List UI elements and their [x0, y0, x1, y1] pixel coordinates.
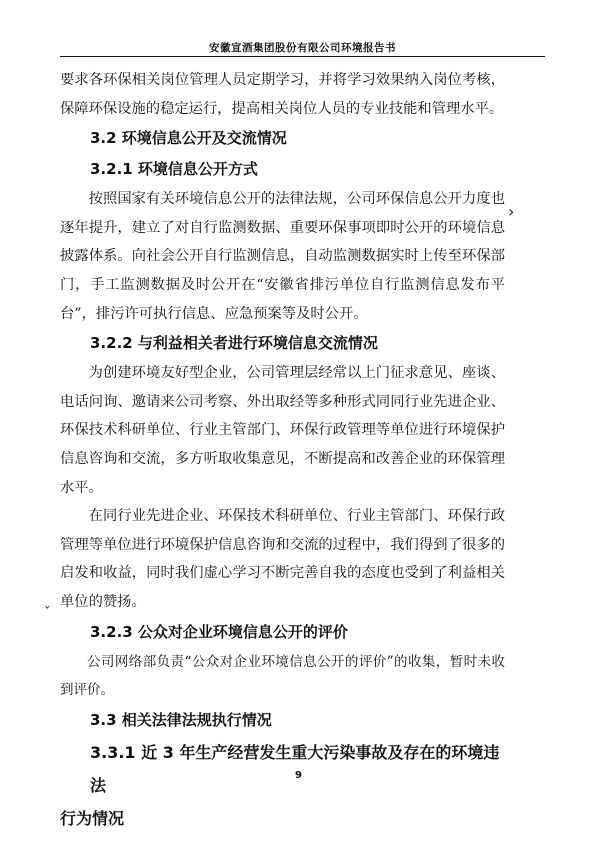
report-header-title: 安徽宣酒集团股份有限公司环境报告书: [209, 42, 396, 54]
heading-3-2-1: 3.2.1 环境信息公开方式: [90, 160, 258, 179]
heading-3-3-1-line2: 行为情况: [60, 808, 125, 828]
heading-3-2-2: 3.2.2 与利益相关者进行环境信息交流情况: [90, 334, 378, 353]
margin-mark-right: ›: [508, 202, 515, 221]
paragraph-intro: 要求各环保相关岗位管理人员定期学习，并将学习效果纳入岗位考核，保障环保设施的稳定运行，提高相关岗位人员的专业技能和管理水平。: [60, 72, 505, 117]
heading-3-2-3: 3.2.3 公众对企业环境信息公开的评价: [90, 622, 348, 641]
paragraph-3-2-1: 按照国家有关环境信息公开的法律法规，公司环保信息公开力度也逐年提升，建立了对自行监测数据、重要环保事项即时公开的环境信息披露体系。向社会公开自行监测信息，自动监测数据实时上传至环保部门，手工监测数据及时公开在“安徽省排污单位自行监测信息发布平台”，排污许可执行信息、应急预案等及时公开。: [60, 191, 505, 322]
document-body: [60, 66, 505, 835]
heading-3-3: 3.3 相关法律法规执行情况: [90, 710, 272, 729]
paragraph-3-2-3: 公司网络部负责“公众对企业环境信息公开的评价”的收集，暂时未收到评价。: [60, 653, 505, 699]
page-number: 9: [295, 770, 302, 781]
header-divider: [60, 56, 545, 57]
heading-3-3-1-line1: 3.3.1 近 3 年生产经营发生重大污染事故及存在的环境违法: [90, 742, 500, 795]
paragraph-3-2-2-a: 为创建环境友好型企业，公司管理层经常以上门征求意见、座谈、电话问询、邀请来公司考察、外出取经等多种形式同同行业先进企业、环保技术科研单位、行业主管部门、环保行政管理等单位进行环境保护信息咨询和交流，多方听取收集意见，不断提高和改善企业的环保管理水平。: [60, 365, 505, 496]
heading-3-2: 3.2 环境信息公开及交流情况: [90, 129, 287, 148]
margin-mark-left: ˇ: [44, 606, 51, 621]
paragraph-3-2-2-b: 在同行业先进企业、环保技术科研单位、行业主管部门、环保行政管理等单位进行环境保护信息咨询和交流的过程中，我们得到了很多的启发和收益，同时我们虚心学习不断完善自我的态度也受到了利益相关单位的赞扬。: [60, 508, 505, 610]
